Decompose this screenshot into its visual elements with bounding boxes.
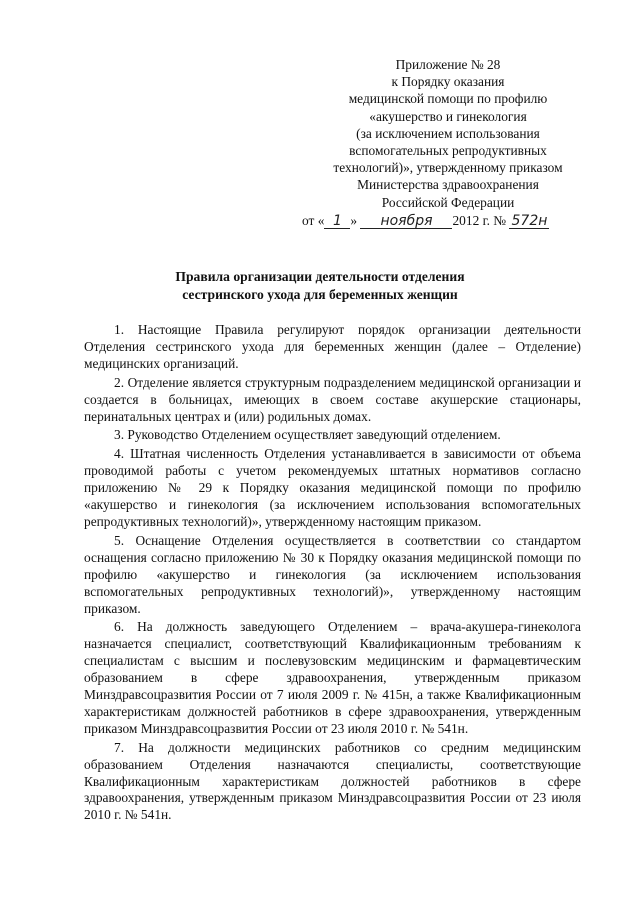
appendix-line: медицинской помощи по профилю xyxy=(348,91,548,107)
paragraph-2: 2. Отделение является структурным подразделением медицинской организации и создается в больницах, имеющих в своем составе акушерские стационары, перинатальных центрах и (или) родильных домах. xyxy=(84,374,581,424)
paragraph-7: 7. На должности медицинских работников со средним медицинским образованием Отделения назначаются специалисты, соответствующие Квалификационным характеристикам должностей работников в сфере здравоохранения, утвержденным приказом Минздравсоцразвития России от 23 июля 2010 г. № 541н. xyxy=(84,739,581,823)
appendix-line: технологий)», утвержденному приказом xyxy=(333,160,563,176)
appendix-line: Министерства здравоохранения xyxy=(357,177,539,193)
paragraph-5: 5. Оснащение Отделения осуществляется в соответствии со стандартом оснащения согласно приложению № 30 к Порядку оказания медицинской помощи по профилю «акушерство и гинекология (за исключением использования вспомогательных репродуктивных технологий)», утвержденному настоящим приказом. xyxy=(84,532,581,616)
title-line-2: сестринского ухода для беременных женщин xyxy=(182,287,458,302)
appendix-line: «акушерство и гинекология xyxy=(369,108,527,124)
paragraph-1: 1. Настоящие Правила регулируют порядок организации деятельности Отделения сестринского ухода для беременных женщин (далее – Отделение) медицинских организаций. xyxy=(84,322,581,371)
date-year: 2012 г. № xyxy=(452,213,507,228)
appendix-line: Российской Федерации xyxy=(381,194,515,210)
appendix-line: вспомогательных репродуктивных xyxy=(349,143,547,159)
appendix-line: к Порядку оказания xyxy=(391,74,505,90)
date-prefix: от « xyxy=(302,213,325,228)
handwritten-month: ноября xyxy=(360,214,452,229)
appendix-line: Приложение № 28 xyxy=(395,57,501,72)
paragraph-4: 4. Штатная численность Отделения устанавливается в зависимости от объема проводимой работы с учетом рекомендуемых штатных нормативов согласно приложению № 29 к Порядку оказания медицинской помощи по профилю «акушерство и гинекология (за исключением использования вспомогательных репродуктивных технологий)», утвержденному настоящим приказом. xyxy=(84,446,581,529)
appendix-header xyxy=(300,56,596,211)
order-date-line xyxy=(302,213,602,229)
document-body xyxy=(84,322,581,826)
title-line-1: Правила организации деятельности отделения xyxy=(175,269,465,284)
document-title xyxy=(95,268,545,304)
paragraph-3: 3. Руководство Отделением осуществляет заведующий отделением. xyxy=(114,427,501,443)
handwritten-day: 1 xyxy=(324,214,350,229)
handwritten-number: 572н xyxy=(509,214,549,229)
paragraph-6: 6. На должность заведующего Отделением – врача-акушера-гинеколога назначается специалист, соответствующий Квалификационным требованиям к специалистам с высшим и послевузовским медицинским и фармацевтическим образованием в сфере здравоохранения, утвержденным приказом Минздравсоцразвития России от 7 июля 2009 г. № 415н, а также Квалификационным характеристикам должностей работников в сфере здравоохранения, утвержденным приказом Минздравсоцразвития России от 23 июля 2010 г. № 541н. xyxy=(84,619,581,736)
appendix-line: (за исключением использования xyxy=(356,125,540,141)
date-mid: » xyxy=(350,213,358,228)
